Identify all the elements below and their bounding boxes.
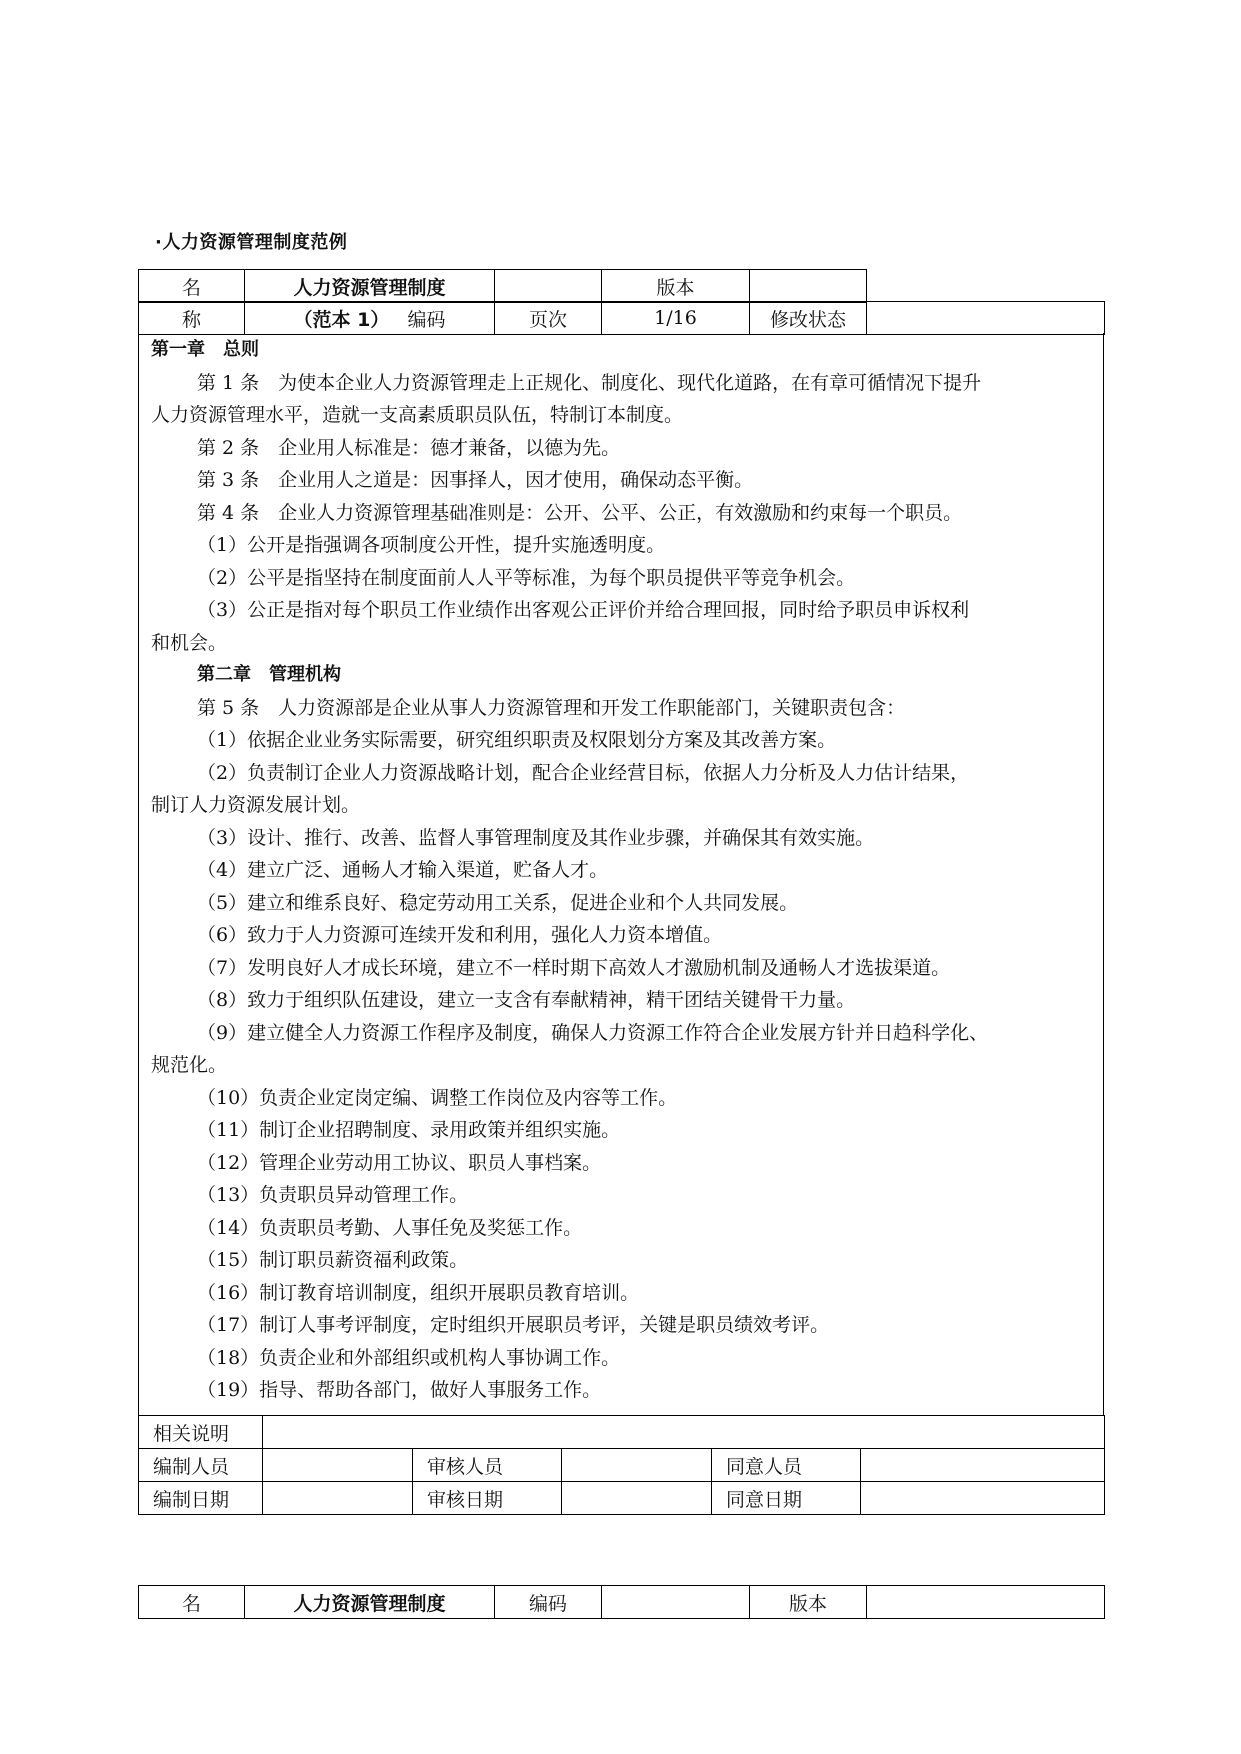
page-label: 页次	[495, 302, 602, 335]
duty-16: （16）制订教育培训制度，组织开展职员教育培训。	[197, 1282, 640, 1304]
duty-10: （10）负责企业定岗定编、调整工作岗位及内容等工作。	[197, 1087, 678, 1109]
duty-2-line1: （2）负责制订企业人力资源战略计划，配合企业经营目标，依据人力分析及人力估计结果，	[197, 762, 970, 784]
article-4-item-1: （1）公开是指强调各项制度公开性，提升实施透明度。	[197, 534, 666, 556]
related-notes-label: 相关说明	[139, 1416, 263, 1449]
article-4-item-3-line2: 和机会。	[151, 632, 228, 654]
next-page-header	[138, 1585, 1105, 1619]
duty-12: （12）管理企业劳动用工协议、职员人事档案。	[197, 1152, 602, 1174]
edit-date-label: 编制日期	[139, 1482, 263, 1515]
document-title: ·人力资源管理制度范例	[155, 232, 348, 253]
article-4-item-2: （2）公平是指坚持在制度面前人人平等标准，为每个职员提供平等竞争机会。	[197, 567, 856, 589]
version-value	[750, 270, 867, 303]
approve-date-value	[861, 1482, 1105, 1515]
duty-5: （5）建立和维系良好、稳定劳动用工关系，促进企业和个人共同发展。	[197, 892, 799, 914]
revision-value	[867, 302, 1105, 335]
edit-date-value	[263, 1482, 413, 1515]
duty-8: （8）致力于组织队伍建设，建立一支含有奉献精神，精干团结关键骨干力量。	[197, 989, 856, 1011]
chapter-1-title: 第一章 总则	[151, 339, 259, 360]
duty-15: （15）制订职员薪资福利政策。	[197, 1249, 469, 1271]
name-label-bottom: 称	[139, 302, 245, 335]
duty-14: （14）负责职员考勤、人事任免及奖惩工作。	[197, 1217, 583, 1239]
next-code-value	[602, 1586, 750, 1619]
header-table-row1	[138, 269, 867, 303]
editor-label: 编制人员	[139, 1449, 263, 1482]
duty-7: （7）发明良好人才成长环境，建立不一样时期下高效人才激励机制及通畅人才选拔渠道。	[197, 957, 951, 979]
document-body	[138, 333, 1104, 1415]
review-date-label: 审核日期	[413, 1482, 562, 1515]
page-value: 1/16	[602, 302, 750, 335]
blank-cell	[495, 270, 602, 303]
reviewer-label: 审核人员	[413, 1449, 562, 1482]
article-1-line2: 人力资源管理水平，造就一支高素质职员队伍，特制订本制度。	[151, 404, 684, 426]
doc-name-line2: （范本 1）	[293, 308, 390, 331]
review-date-value	[562, 1482, 712, 1515]
header-table-row2	[138, 301, 1105, 335]
article-1-line1: 第 1 条 为使本企业人力资源管理走上正规化、制度化、现代化道路，在有章可循情况下提升	[197, 372, 982, 394]
doc-name-line1: 人力资源管理制度	[245, 270, 495, 303]
reviewer-value	[562, 1449, 712, 1482]
article-2: 第 2 条 企业用人标准是：德才兼备，以德为先。	[197, 437, 621, 459]
duty-3: （3）设计、推行、改善、监督人事管理制度及其作业步骤，并确保其有效实施。	[197, 827, 875, 849]
approver-value	[861, 1449, 1105, 1482]
duty-19: （19）指导、帮助各部门，做好人事服务工作。	[197, 1379, 602, 1401]
related-notes-value	[263, 1416, 1105, 1449]
duty-17: （17）制订人事考评制度，定时组织开展职员考评，关键是职员绩效考评。	[197, 1314, 830, 1336]
duty-9-line1: （9）建立健全人力资源工作程序及制度，确保人力资源工作符合企业发展方针并日趋科学化、	[197, 1022, 989, 1044]
duty-1: （1）依据企业业务实际需要，研究组织职责及权限划分方案及其改善方案。	[197, 729, 837, 751]
next-version-label: 版本	[750, 1586, 867, 1619]
next-doc-name: 人力资源管理制度	[245, 1586, 495, 1619]
approve-date-label: 同意日期	[712, 1482, 861, 1515]
signature-table	[138, 1415, 1105, 1515]
next-version-value	[867, 1586, 1105, 1619]
revision-label: 修改状态	[750, 302, 867, 335]
article-3: 第 3 条 企业用人之道是：因事择人，因才使用，确保动态平衡。	[197, 469, 754, 491]
article-5: 第 5 条 人力资源部是企业从事人力资源管理和开发工作职能部门，关键职责包含：	[197, 697, 906, 719]
name-label-top: 名	[139, 270, 245, 303]
chapter-2-title: 第二章 管理机构	[197, 664, 341, 685]
next-name-label: 名	[139, 1586, 245, 1619]
article-4-item-3-line1: （3）公正是指对每个职员工作业绩作出客观公正评价并给合理回报，同时给予职员申诉权利	[197, 599, 970, 621]
approver-label: 同意人员	[712, 1449, 861, 1482]
duty-6: （6）致力于人力资源可连续开发和利用，强化人力资本增值。	[197, 924, 723, 946]
duty-2-line2: 制订人力资源发展计划。	[151, 794, 361, 816]
duty-18: （18）负责企业和外部组织或机构人事协调工作。	[197, 1347, 621, 1369]
duty-13: （13）负责职员异动管理工作。	[197, 1184, 469, 1206]
article-4: 第 4 条 企业人力资源管理基础准则是：公开、公平、公正，有效激励和约束每一个职员。	[197, 502, 963, 524]
editor-value	[263, 1449, 413, 1482]
next-code-label: 编码	[495, 1586, 602, 1619]
duty-9-line2: 规范化。	[151, 1054, 228, 1076]
doc-name-line2-cell	[245, 302, 495, 335]
code-label: 编码	[407, 308, 446, 331]
duty-4: （4）建立广泛、通畅人才输入渠道，贮备人才。	[197, 859, 609, 881]
duty-11: （11）制订企业招聘制度、录用政策并组织实施。	[197, 1119, 621, 1141]
version-label: 版本	[602, 270, 750, 303]
